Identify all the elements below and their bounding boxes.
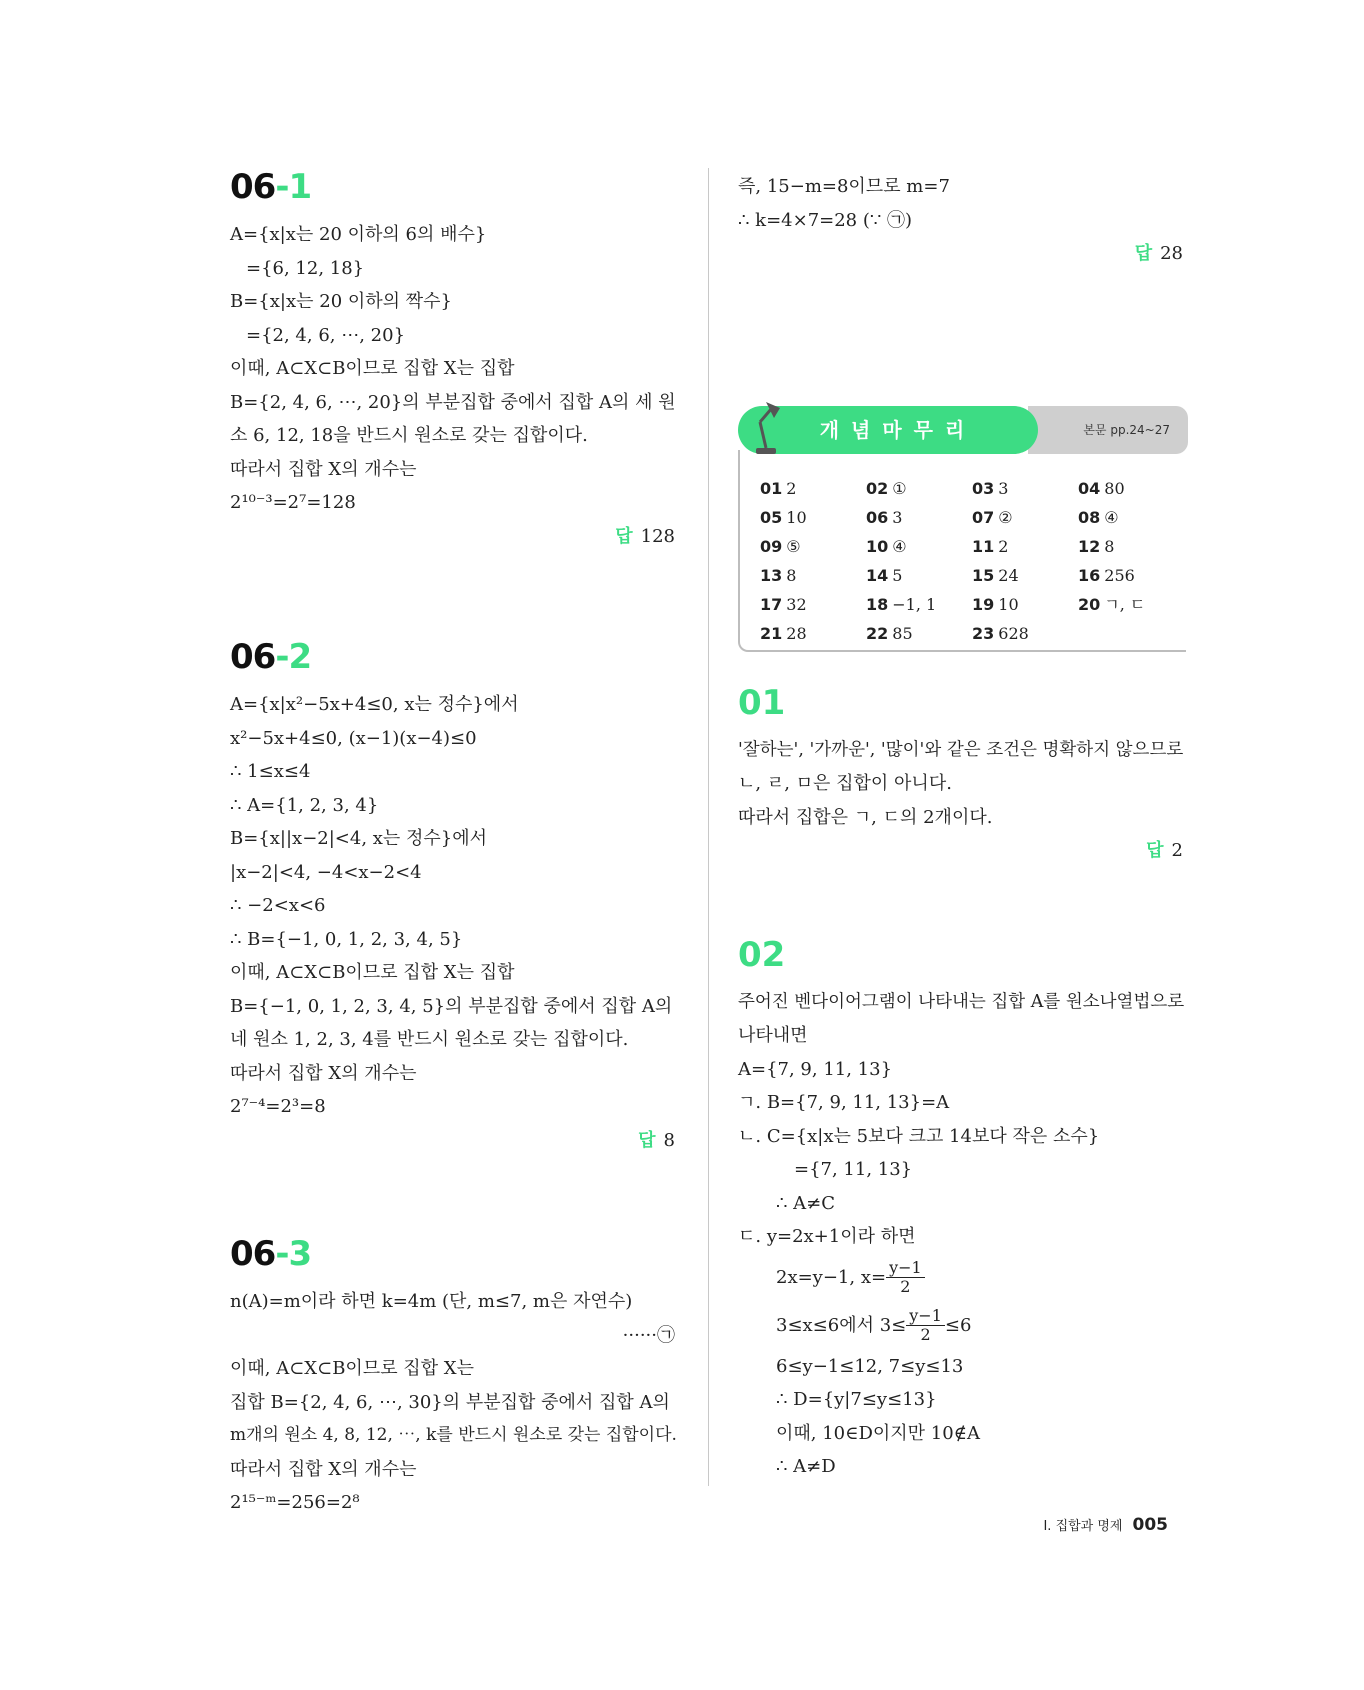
answer-value: 2 <box>1171 840 1183 861</box>
summary-answer-item <box>972 532 1078 561</box>
equation-marker: ······㉠ <box>622 1324 675 1346</box>
section-title: 06-3 <box>230 1234 312 1274</box>
solution-line: 2x=y−1, x= $\frac{y-1}{2}$ <box>738 1254 1183 1302</box>
solution-line: B={x|x는 20 이하의 짝수} <box>230 291 452 312</box>
item-answer: 5 <box>892 565 903 585</box>
page-number: 005 <box>1132 1515 1168 1535</box>
summary-answer-item <box>972 590 1078 619</box>
section-06-3 <box>230 1234 677 1520</box>
right-column <box>738 170 1183 1484</box>
item-number: 05 <box>760 507 783 527</box>
solution-line: 이때, 10∈D이지만 10∉A <box>776 1422 980 1444</box>
item-number: 15 <box>972 565 995 585</box>
item-answer: 2 <box>786 478 797 498</box>
item-number: 11 <box>972 536 995 556</box>
solution-line: 2¹⁵⁻ᵐ=256=2⁸ <box>230 1492 360 1513</box>
solution-line: x²−5x+4≤0, (x−1)(x−4)≤0 <box>230 727 477 749</box>
summary-answer-item <box>972 503 1078 532</box>
item-answer: 32 <box>786 594 807 614</box>
solution-line: ={6, 12, 18} <box>246 257 365 279</box>
solution-line: ∴ −2<x<6 <box>230 895 326 916</box>
item-number: 17 <box>760 594 783 614</box>
solution-line: 2¹⁰⁻³=2⁷=128 <box>230 492 356 513</box>
solution-line: |x−2|<4, −4<x−2<4 <box>230 861 422 883</box>
item-answer: 28 <box>786 623 807 643</box>
solution-line: 네 원소 1, 2, 3, 4를 반드시 원소로 갖는 집합이다. <box>230 1029 629 1050</box>
summary-answer-item <box>1078 474 1184 503</box>
answer <box>738 834 1183 868</box>
section-title: 06-2 <box>230 637 312 677</box>
solution-line: '잘하는', '가까운', '많이'와 같은 조건은 명확하지 않으므로 <box>738 739 1184 760</box>
lamp-icon <box>746 398 782 458</box>
item-number: 21 <box>760 623 783 643</box>
section-title: 06-1 <box>230 167 312 207</box>
summary-answer-item <box>760 561 866 590</box>
solution-line: 따라서 집합 X의 개수는 <box>230 1062 417 1084</box>
item-number: 18 <box>866 594 889 614</box>
answer-label: 답 <box>1134 243 1153 264</box>
chapter-label: I. 집합과 명제 <box>1043 1519 1123 1534</box>
left-column <box>230 167 677 1520</box>
item-number: 13 <box>760 565 783 585</box>
solution-line: B={x||x−2|<4, x는 정수}에서 <box>230 828 488 849</box>
summary-answer-item <box>866 474 972 503</box>
solution-line: 주어진 벤다이어그램이 나타내는 집합 A를 원소나열법으로 <box>738 991 1185 1012</box>
summary-answer-item <box>866 619 972 648</box>
summary-answer-item <box>866 532 972 561</box>
item-number: 22 <box>866 623 889 643</box>
fraction: $\frac{y-1}{2}$ <box>906 1307 945 1344</box>
item-answer: 10 <box>786 507 807 527</box>
column-divider <box>708 168 709 1486</box>
solution-line: ㄱ. B={7, 9, 11, 13}=A <box>738 1092 950 1113</box>
solution-line: 집합 B={2, 4, 6, ⋯, 30}의 부분집합 중에서 집합 A의 <box>230 1391 670 1413</box>
solution-line: 이때, A⊂X⊂B이므로 집합 X는 집합 <box>230 358 515 379</box>
solution-line: A={7, 9, 11, 13} <box>738 1058 893 1080</box>
page-footer <box>1043 1515 1168 1535</box>
solution-line: 소 6, 12, 18을 반드시 원소로 갖는 집합이다. <box>230 425 588 446</box>
solution-line: ㄴ. C={x|x는 5보다 크고 14보다 작은 소수} <box>738 1125 1100 1147</box>
item-number: 06 <box>866 507 889 527</box>
summary-title: 개념마무리 <box>738 406 1038 454</box>
solution-line: ={2, 4, 6, ⋯, 20} <box>246 324 406 346</box>
summary-answer-item <box>760 619 866 648</box>
solution-line: m개의 원소 4, 8, 12, ⋯, k를 반드시 원소로 갖는 집합이다. <box>230 1425 677 1445</box>
item-number: 02 <box>866 478 889 498</box>
solution-line: ={7, 11, 13} <box>794 1159 913 1180</box>
item-answer: 3 <box>892 507 903 527</box>
answer-label: 답 <box>615 525 633 547</box>
fraction: $\frac{y-1}{2}$ <box>886 1259 925 1296</box>
solution-line: 2⁷⁻⁴=2³=8 <box>230 1096 326 1117</box>
solution-line: ∴ A≠C <box>776 1192 836 1214</box>
summary-answer-item <box>760 532 866 561</box>
problem-02 <box>738 934 1185 1484</box>
solution-line: 따라서 집합 X의 개수는 <box>230 1458 417 1480</box>
summary-answer-item <box>1078 561 1184 590</box>
answer <box>738 237 1183 271</box>
problem-title: 02 <box>738 934 786 975</box>
item-answer: ⑤ <box>786 536 801 556</box>
item-answer: ② <box>998 507 1013 527</box>
solution-line: 6≤y−1≤12, 7≤y≤13 <box>776 1355 964 1377</box>
section-06-2 <box>230 637 675 1157</box>
summary-answer-item <box>1078 590 1184 619</box>
solution-line: 따라서 집합 X의 개수는 <box>230 458 417 480</box>
item-answer: ㄱ, ㄷ <box>1104 594 1146 614</box>
summary-answer-item <box>866 561 972 590</box>
item-answer: ① <box>892 478 907 498</box>
solution-line: ∴ k=4×7=28 (∵ ㉠) <box>738 209 913 231</box>
summary-answer-item <box>760 503 866 532</box>
problem-title: 01 <box>738 682 786 723</box>
item-number: 19 <box>972 594 995 614</box>
page-reference: 본문 pp.24~27 <box>1028 406 1188 454</box>
item-answer: 8 <box>786 565 797 585</box>
solution-line: ㄷ. y=2x+1이라 하면 <box>738 1226 916 1247</box>
solution-line: A={x|x²−5x+4≤0, x는 정수}에서 <box>230 694 519 715</box>
summary-answer-item <box>1078 503 1184 532</box>
item-answer: 24 <box>998 565 1019 585</box>
summary-answer-item <box>760 590 866 619</box>
item-number: 08 <box>1078 507 1101 527</box>
item-number: 07 <box>972 507 995 527</box>
concept-summary-box <box>738 406 1188 654</box>
summary-answer-item <box>1078 532 1184 561</box>
item-answer: ④ <box>892 536 907 556</box>
summary-answer-item <box>866 590 972 619</box>
item-answer: 8 <box>1104 536 1115 556</box>
solution-line: 나타내면 <box>738 1025 808 1046</box>
answer-label: 답 <box>1146 840 1164 861</box>
solution-line: B={−1, 0, 1, 2, 3, 4, 5}의 부분집합 중에서 집합 A의 <box>230 995 673 1017</box>
item-number: 01 <box>760 478 783 498</box>
item-number: 16 <box>1078 565 1101 585</box>
solution-line: 즉, 15−m=8이므로 m=7 <box>738 176 950 197</box>
answer-label: 답 <box>638 1129 656 1151</box>
item-number: 14 <box>866 565 889 585</box>
solution-line: ∴ 1≤x≤4 <box>230 761 311 782</box>
item-answer: 3 <box>998 478 1009 498</box>
answer <box>230 520 675 554</box>
item-answer: 80 <box>1104 478 1125 498</box>
answer-value: 128 <box>640 525 675 547</box>
item-number: 20 <box>1078 594 1101 614</box>
answer-value: 8 <box>663 1129 675 1151</box>
solution-line: ∴ A≠D <box>776 1456 836 1477</box>
item-answer: 256 <box>1104 565 1135 585</box>
solution-line: 이때, A⊂X⊂B이므로 집합 X는 집합 <box>230 962 515 983</box>
summary-answer-item <box>972 474 1078 503</box>
solution-line: 이때, A⊂X⊂B이므로 집합 X는 <box>230 1358 475 1379</box>
item-answer: −1, 1 <box>892 594 937 614</box>
solution-line: 3≤x≤6에서 3≤ $\frac{y-1}{2}$ ≤6 <box>776 1306 972 1344</box>
item-number: 12 <box>1078 536 1101 556</box>
solution-line: ∴ A={1, 2, 3, 4} <box>230 794 379 816</box>
summary-answer-item <box>866 503 972 532</box>
solution-line: A={x|x는 20 이하의 6의 배수} <box>230 224 487 245</box>
summary-answer-item <box>972 619 1078 648</box>
item-number: 10 <box>866 536 889 556</box>
solution-line: B={2, 4, 6, ⋯, 20}의 부분집합 중에서 집합 A의 세 원 <box>230 391 676 413</box>
item-number: 03 <box>972 478 995 498</box>
solution-line: n(A)=m이라 하면 k=4m (단, m≤7, m은 자연수) <box>230 1291 633 1312</box>
answer-grid <box>760 474 1190 648</box>
item-number: 04 <box>1078 478 1101 498</box>
item-answer: 628 <box>998 623 1029 643</box>
item-number: 23 <box>972 623 995 643</box>
summary-answer-item <box>972 561 1078 590</box>
item-answer: 2 <box>998 536 1009 556</box>
solution-line: ∴ B={−1, 0, 1, 2, 3, 4, 5} <box>230 928 463 950</box>
item-number: 09 <box>760 536 783 556</box>
solution-line: ∴ D={y|7≤y≤13} <box>776 1389 937 1410</box>
item-answer: 10 <box>998 594 1019 614</box>
solution-line: 따라서 집합은 ㄱ, ㄷ의 2개이다. <box>738 806 993 828</box>
answer <box>230 1124 675 1158</box>
problem-01 <box>738 682 1184 868</box>
item-answer: 85 <box>892 623 913 643</box>
summary-answer-item <box>760 474 866 503</box>
item-answer: ④ <box>1104 507 1119 527</box>
section-06-1 <box>230 167 676 553</box>
solution-line: ㄴ, ㄹ, ㅁ은 집합이 아니다. <box>738 773 952 794</box>
answer-value: 28 <box>1160 243 1183 264</box>
